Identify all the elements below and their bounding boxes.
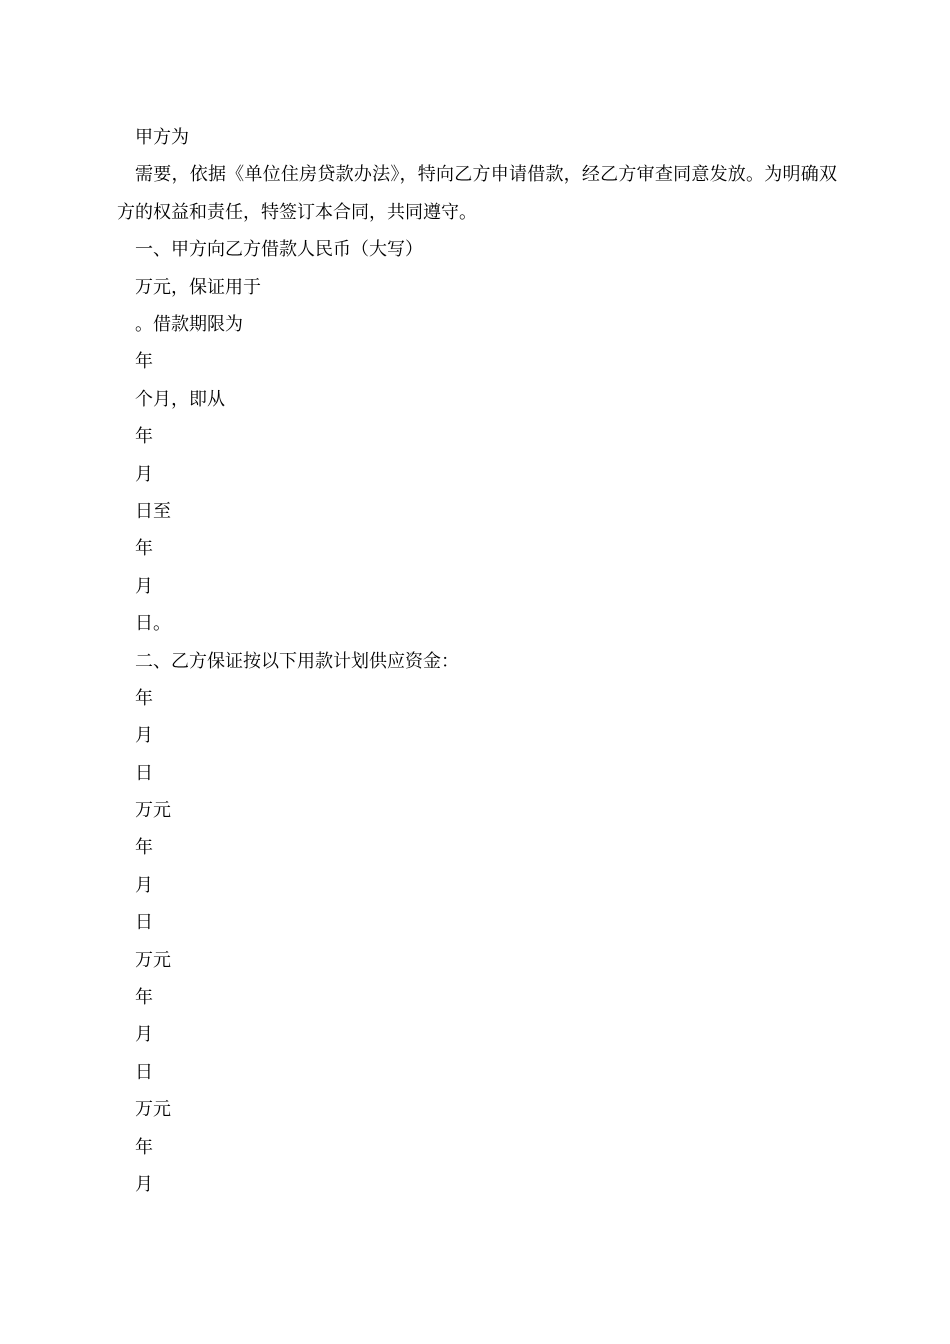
- text-line: 月: [135, 725, 153, 747]
- text-line: 万元: [135, 800, 171, 822]
- text-line: 万元: [135, 1099, 171, 1121]
- text-paragraph: 需要，依据《单位住房贷款办法》，特向乙方申请借款，经乙方审查同意发放。为明确双方的权益和责任，特签订本合同，共同遵守。: [117, 164, 837, 223]
- text-line: 日至: [135, 500, 171, 522]
- text-line: 月: [135, 463, 153, 485]
- text-line: 年: [135, 1136, 153, 1158]
- text-line: 日。: [135, 613, 171, 635]
- text-line: 甲方为: [135, 127, 189, 148]
- text-line: 月: [135, 575, 153, 597]
- text-line: 年: [135, 837, 153, 859]
- text-line: 日: [135, 762, 153, 784]
- text-line: 万元: [135, 949, 171, 971]
- text-line: 。借款期限为: [135, 313, 243, 335]
- text-line: 年: [135, 987, 153, 1009]
- contract-body: [117, 119, 837, 1203]
- text-line: 个月，即从: [135, 388, 225, 410]
- text-line: 日: [135, 1061, 153, 1083]
- text-line: 月: [135, 874, 153, 896]
- text-line: 年: [135, 426, 153, 448]
- text-line: 日: [135, 912, 153, 934]
- text-line: 年: [135, 687, 153, 709]
- text-line: 年: [135, 538, 153, 560]
- text-line: 年: [135, 351, 153, 373]
- text-line: 万元，保证用于: [135, 276, 261, 298]
- section-heading: 二、乙方保证按以下用款计划供应资金：: [135, 650, 459, 672]
- section-heading: 一、甲方向乙方借款人民币（大写）: [135, 239, 423, 261]
- text-line: 月: [135, 1173, 153, 1195]
- text-line: 月: [135, 1024, 153, 1046]
